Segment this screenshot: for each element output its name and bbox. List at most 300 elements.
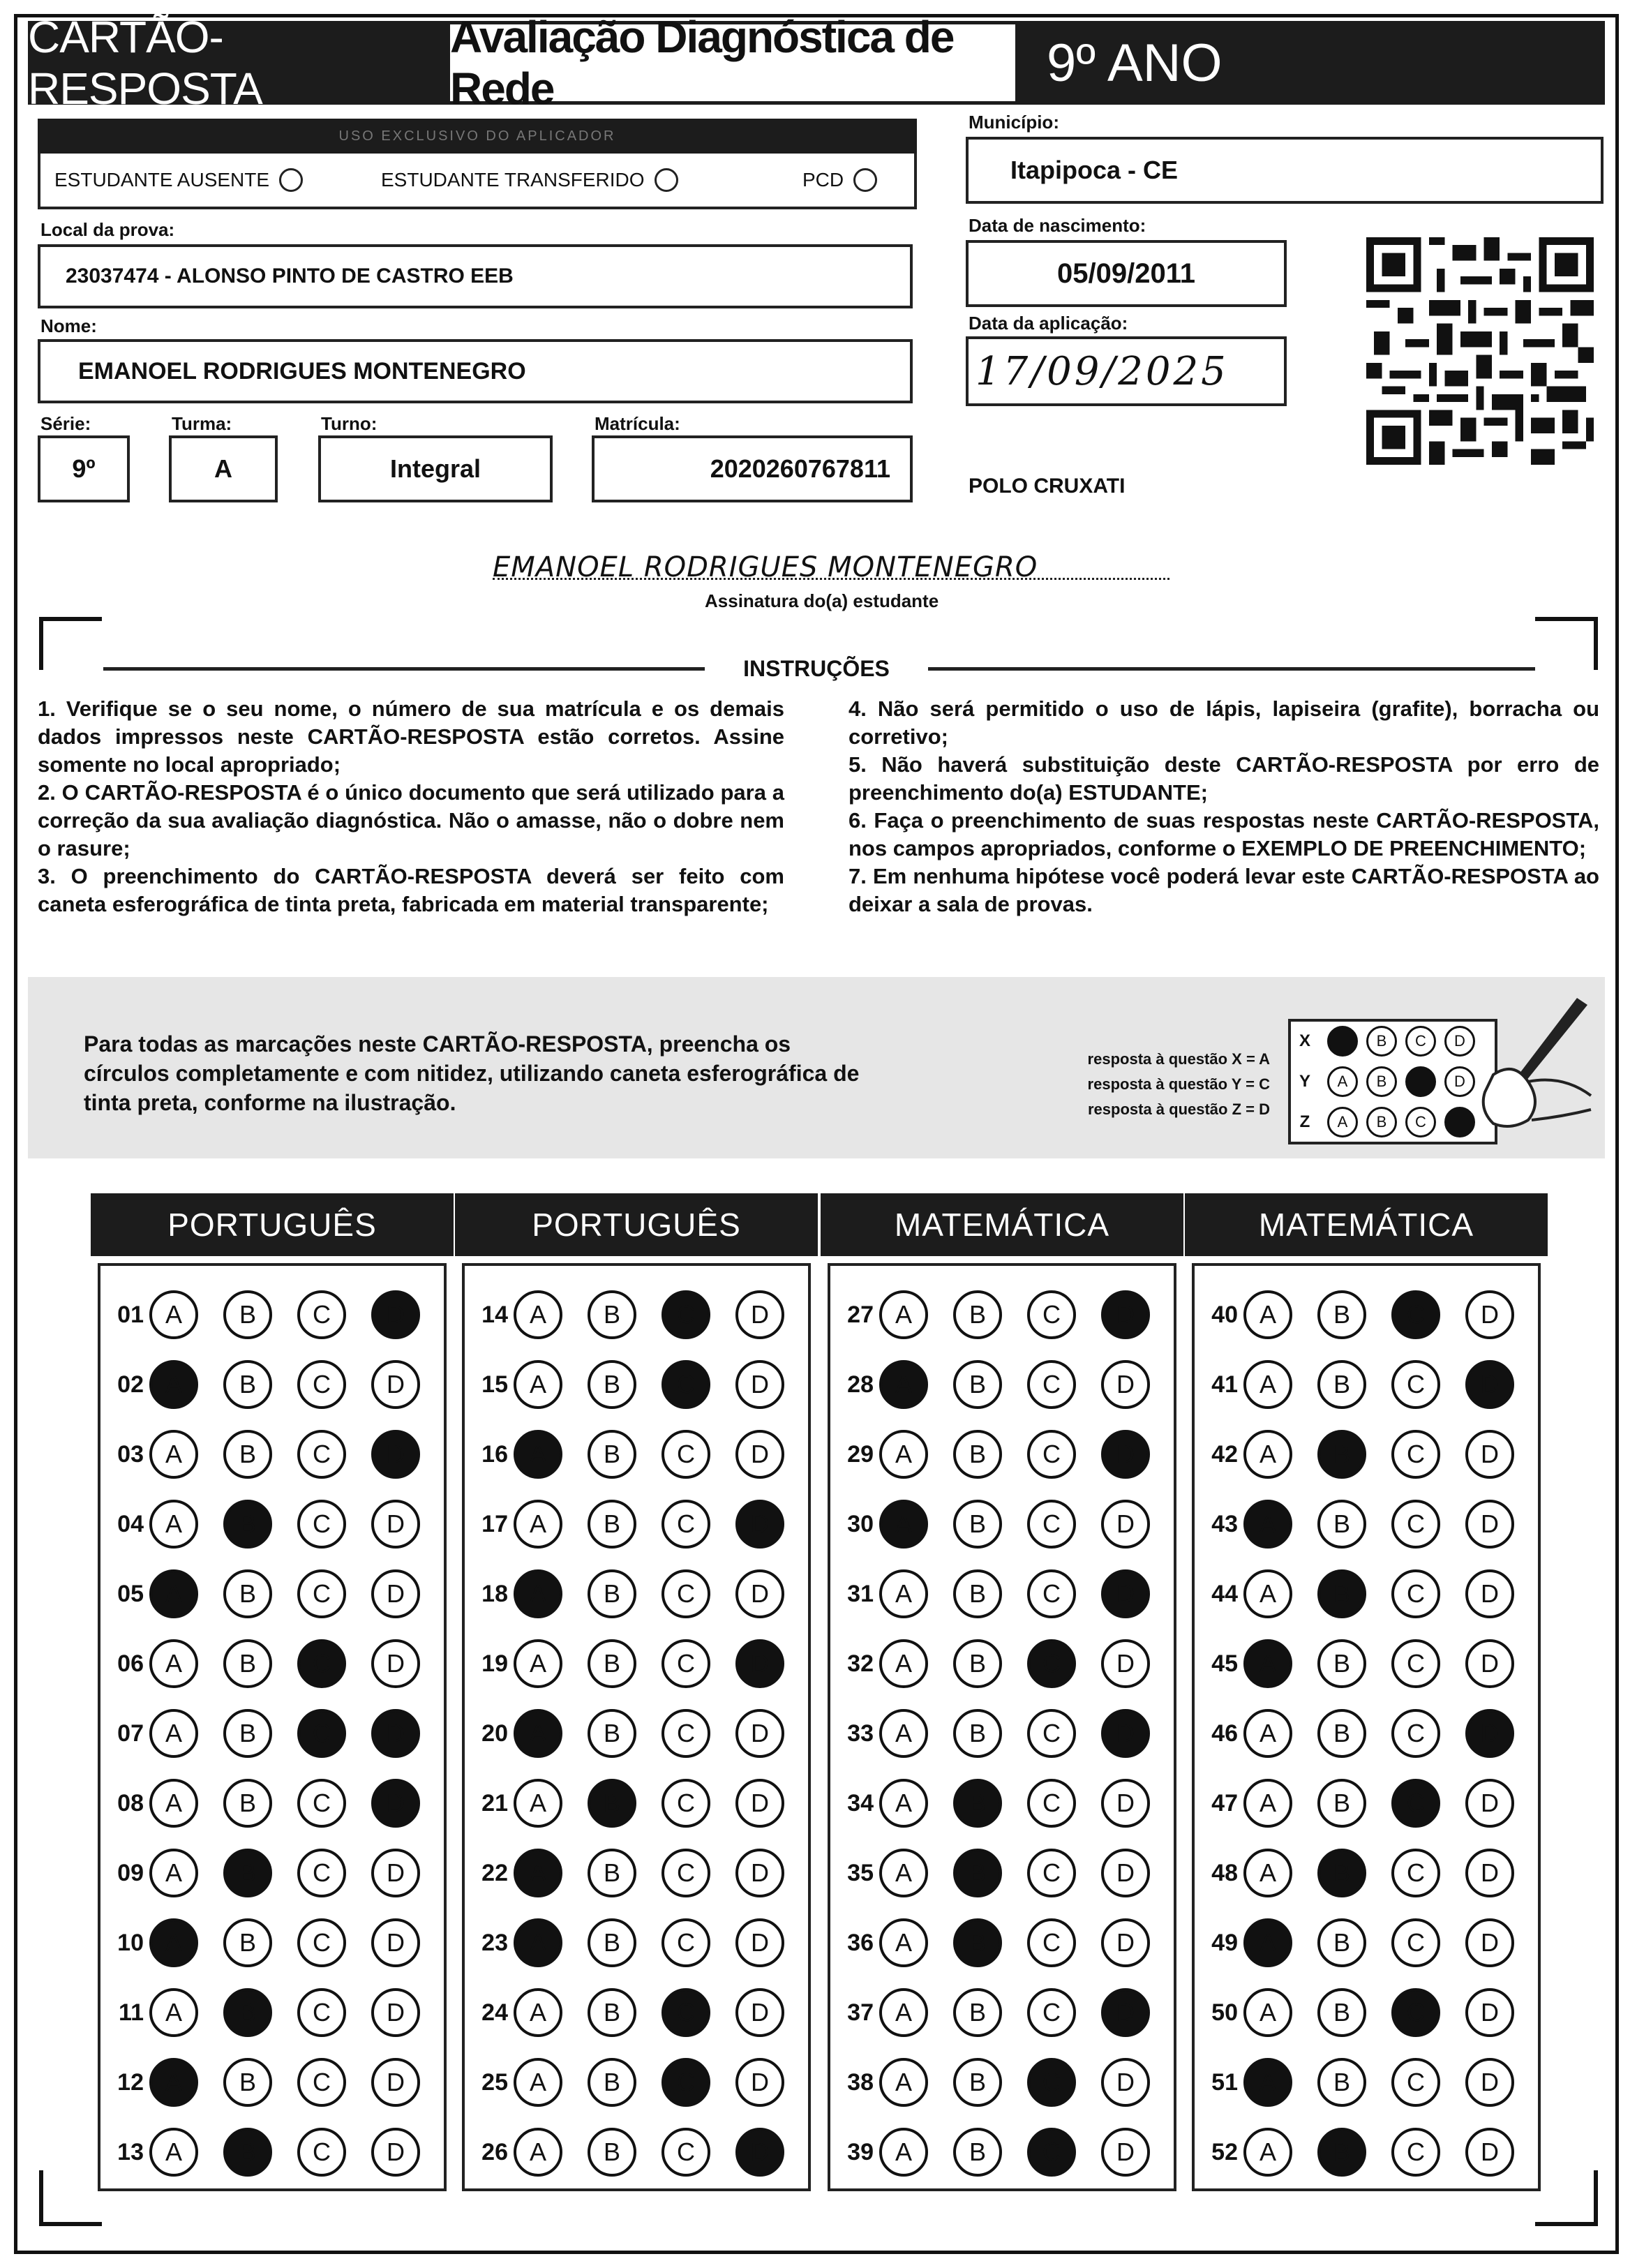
answer-bubble[interactable]: B xyxy=(588,2128,636,2177)
answer-bubble[interactable]: C xyxy=(297,2128,346,2177)
answer-bubble[interactable]: B xyxy=(223,1779,272,1828)
question-number: 10 xyxy=(117,1929,144,1956)
answer-bubble[interactable]: D xyxy=(735,1430,784,1479)
answer-bubble[interactable]: D xyxy=(1101,1639,1150,1688)
question-row xyxy=(1195,1357,1514,1412)
answer-bubble[interactable]: C xyxy=(1027,1569,1076,1618)
answer-bubble[interactable]: D xyxy=(1101,1290,1150,1339)
answer-bubble[interactable]: D xyxy=(371,1918,420,1967)
example-row-label: Y xyxy=(1299,1072,1310,1091)
answer-bubble[interactable]: D xyxy=(735,1639,784,1688)
answer-bubble[interactable]: D xyxy=(371,1500,420,1549)
question-row xyxy=(1195,2124,1514,2180)
answer-bubble[interactable]: C xyxy=(297,1639,346,1688)
instructions-title: INSTRUÇÕES xyxy=(743,656,890,681)
answer-bubble[interactable]: D xyxy=(371,1849,420,1897)
question-row xyxy=(100,1915,420,1971)
answer-bubble[interactable]: C xyxy=(661,1360,710,1409)
instruction-4: 4. Não será permitido o uso de lápis, lapiseira (grafite), borracha ou corretivo; xyxy=(849,696,1599,749)
answer-bubble[interactable]: C xyxy=(297,1430,346,1479)
answer-bubble[interactable]: B xyxy=(223,1430,272,1479)
answer-bubble[interactable]: D xyxy=(1465,1988,1514,2037)
answer-bubble[interactable]: D xyxy=(735,1500,784,1549)
answer-bubble[interactable]: A xyxy=(1243,1360,1292,1409)
answer-bubble[interactable]: D xyxy=(371,1360,420,1409)
question-number: 08 xyxy=(117,1789,144,1816)
absent-option[interactable] xyxy=(54,168,303,192)
answer-bubble[interactable]: D xyxy=(1465,1290,1514,1339)
answer-bubble[interactable]: C xyxy=(661,1569,710,1618)
answer-bubble[interactable]: B xyxy=(588,2058,636,2107)
answer-bubble[interactable]: A xyxy=(1243,1430,1292,1479)
answer-bubble[interactable]: D xyxy=(371,1709,420,1758)
corner-mark-top-left xyxy=(39,617,102,670)
answer-bubble[interactable]: B xyxy=(223,2058,272,2107)
answer-bubble[interactable]: B xyxy=(953,1500,1002,1549)
answer-bubble[interactable]: A xyxy=(514,1988,562,2037)
answer-bubble[interactable]: A xyxy=(879,1709,928,1758)
answer-bubble[interactable]: A xyxy=(1243,1709,1292,1758)
answer-bubble[interactable]: A xyxy=(879,1849,928,1897)
example-grid xyxy=(1288,1019,1497,1144)
answer-bubble[interactable]: A xyxy=(1243,1569,1292,1618)
answer-bubble[interactable]: C xyxy=(1391,1988,1440,2037)
turma-field: A xyxy=(169,435,278,502)
answer-bubble[interactable]: A xyxy=(879,1988,928,2037)
answer-bubble[interactable]: D xyxy=(1101,1500,1150,1549)
answer-bubble[interactable]: D xyxy=(1465,1918,1514,1967)
answer-bubble[interactable]: B xyxy=(588,1430,636,1479)
answer-bubble[interactable]: D xyxy=(735,1988,784,2037)
answer-bubble[interactable]: D xyxy=(1101,1709,1150,1758)
birthdate-label: Data de nascimento: xyxy=(969,215,1146,236)
answer-bubble[interactable]: D xyxy=(735,1918,784,1967)
answer-bubble[interactable]: D xyxy=(1101,1988,1150,2037)
question-row xyxy=(100,1985,420,2041)
instruction-5: 5. Não haverá substituição deste CARTÃO-RESPOSTA por erro de preenchimento do(a) ESTUDANTE; xyxy=(849,752,1599,805)
applicator-only-bar: USO EXCLUSIVO DO APLICADOR xyxy=(38,119,917,154)
answer-bubble[interactable]: C xyxy=(1391,1290,1440,1339)
question-row xyxy=(465,1636,784,1692)
instruction-3: 3. O preenchimento do CARTÃO-RESPOSTA deverá ser feito com caneta esferográfica de tinta preta, fabricada em material transparente; xyxy=(38,864,784,916)
answer-bubble[interactable]: D xyxy=(371,1988,420,2037)
answer-bubble[interactable]: A xyxy=(879,1918,928,1967)
answer-bubble[interactable]: B xyxy=(953,2128,1002,2177)
answer-bubble[interactable]: C xyxy=(661,1290,710,1339)
answer-bubble[interactable]: C xyxy=(1027,1988,1076,2037)
answer-bubble[interactable]: B xyxy=(953,1779,1002,1828)
serie-label: Série: xyxy=(40,413,91,434)
answer-bubble[interactable]: C xyxy=(1027,1430,1076,1479)
answer-bubble[interactable]: A xyxy=(149,1360,198,1409)
answer-bubble[interactable]: A xyxy=(514,1918,562,1967)
question-number: 44 xyxy=(1211,1580,1238,1607)
answer-bubble[interactable]: C xyxy=(1027,1779,1076,1828)
answer-bubble[interactable]: B xyxy=(1317,1918,1366,1967)
answer-bubble[interactable]: D xyxy=(1101,1360,1150,1409)
answer-bubble[interactable]: C xyxy=(1391,1779,1440,1828)
question-row xyxy=(830,1287,1150,1343)
answer-bubble[interactable]: C xyxy=(297,1360,346,1409)
answer-bubble[interactable]: B xyxy=(1317,1709,1366,1758)
hand-pen-icon xyxy=(1472,991,1598,1131)
answer-bubble[interactable]: D xyxy=(735,2058,784,2107)
answer-bubble[interactable]: C xyxy=(1027,1639,1076,1688)
answer-bubble[interactable]: A xyxy=(1243,1290,1292,1339)
answer-bubble[interactable]: D xyxy=(1101,1779,1150,1828)
municipio-field: Itapipoca - CE xyxy=(966,137,1604,204)
answer-bubble[interactable]: B xyxy=(953,1988,1002,2037)
answer-bubble[interactable]: C xyxy=(297,1918,346,1967)
answer-bubble[interactable]: A xyxy=(879,1360,928,1409)
answer-bubble[interactable]: C xyxy=(661,1988,710,2037)
answer-bubble[interactable]: C xyxy=(1027,1849,1076,1897)
answer-bubble[interactable]: D xyxy=(735,1709,784,1758)
answer-bubble[interactable]: A xyxy=(514,1709,562,1758)
answer-bubble[interactable]: A xyxy=(514,1290,562,1339)
answer-bubble[interactable]: B xyxy=(223,1709,272,1758)
name-field: EMANOEL RODRIGUES MONTENEGRO xyxy=(38,339,913,403)
answer-bubble[interactable]: B xyxy=(588,1988,636,2037)
answer-bubble[interactable]: C xyxy=(297,1849,346,1897)
answer-bubble[interactable]: D xyxy=(371,2058,420,2107)
answer-bubble[interactable]: C xyxy=(1027,1360,1076,1409)
answer-bubble[interactable]: B xyxy=(953,1569,1002,1618)
question-row xyxy=(1195,2054,1514,2110)
answer-bubble[interactable]: C xyxy=(297,1988,346,2037)
answer-bubble[interactable]: C xyxy=(1391,1360,1440,1409)
answer-bubble[interactable]: B xyxy=(953,1430,1002,1479)
answer-bubble[interactable]: B xyxy=(1317,1779,1366,1828)
answer-bubble[interactable]: A xyxy=(149,1500,198,1549)
answer-bubble[interactable]: C xyxy=(661,1918,710,1967)
answer-bubble[interactable]: B xyxy=(953,1639,1002,1688)
answer-bubble[interactable]: D xyxy=(1101,1430,1150,1479)
question-number: 46 xyxy=(1211,1719,1238,1747)
answer-bubble[interactable]: A xyxy=(514,1779,562,1828)
signature-handwriting: EMANOEL RODRIGUES MONTENEGRO xyxy=(493,551,1038,583)
local-field: 23037474 - ALONSO PINTO DE CASTRO EEB xyxy=(38,244,913,308)
answer-panel xyxy=(828,1263,1176,2191)
answer-bubble[interactable]: D xyxy=(371,1430,420,1479)
example-bubble: B xyxy=(1366,1066,1397,1097)
answer-bubble[interactable]: C xyxy=(297,1290,346,1339)
card-title: CARTÃO-RESPOSTA xyxy=(28,21,447,105)
answer-bubble[interactable]: C xyxy=(297,1500,346,1549)
answer-bubble[interactable]: C xyxy=(1027,1500,1076,1549)
answer-bubble[interactable]: A xyxy=(149,2128,198,2177)
question-row xyxy=(465,1985,784,2041)
corner-mark-bottom-left xyxy=(39,2170,102,2226)
answer-bubble[interactable]: C xyxy=(661,1500,710,1549)
answer-bubble[interactable]: D xyxy=(1465,1360,1514,1409)
answer-bubble[interactable]: C xyxy=(1391,1918,1440,1967)
answer-bubble[interactable]: A xyxy=(149,1849,198,1897)
answer-bubble[interactable]: B xyxy=(588,1569,636,1618)
answer-bubble[interactable]: A xyxy=(1243,1779,1292,1828)
question-row xyxy=(1195,1496,1514,1552)
answer-bubble[interactable]: B xyxy=(223,2128,272,2177)
answer-bubble[interactable]: B xyxy=(588,1709,636,1758)
answer-bubble[interactable]: C xyxy=(661,1849,710,1897)
question-row xyxy=(100,1845,420,1901)
answer-bubble[interactable]: C xyxy=(1391,2058,1440,2107)
corner-mark-bottom-right xyxy=(1535,2170,1598,2226)
birthdate-field: 05/09/2011 xyxy=(966,240,1287,307)
answer-bubble[interactable]: A xyxy=(879,1639,928,1688)
question-number: 36 xyxy=(847,1929,874,1956)
question-row xyxy=(100,1426,420,1482)
answer-bubble[interactable]: A xyxy=(514,1430,562,1479)
answer-bubble[interactable]: B xyxy=(223,1500,272,1549)
answer-bubble[interactable]: B xyxy=(1317,1290,1366,1339)
answer-bubble[interactable]: B xyxy=(223,1360,272,1409)
question-number: 25 xyxy=(481,2068,508,2096)
local-label: Local da prova: xyxy=(40,219,175,240)
pcd-option[interactable] xyxy=(802,168,877,192)
answer-bubble[interactable]: C xyxy=(661,2058,710,2107)
answer-bubble[interactable]: A xyxy=(879,1290,928,1339)
answer-bubble[interactable]: D xyxy=(1101,2128,1150,2177)
question-number: 30 xyxy=(847,1510,874,1537)
answer-bubble[interactable]: A xyxy=(879,1500,928,1549)
answer-bubble[interactable]: C xyxy=(661,1430,710,1479)
answer-bubble[interactable]: C xyxy=(1027,2128,1076,2177)
answer-bubble[interactable]: B xyxy=(1317,1569,1366,1618)
turma-label: Turma: xyxy=(172,413,232,434)
answer-bubble[interactable]: A xyxy=(1243,2058,1292,2107)
question-number: 38 xyxy=(847,2068,874,2096)
answer-bubble[interactable]: A xyxy=(149,1918,198,1967)
answer-bubble[interactable]: D xyxy=(735,1779,784,1828)
question-row xyxy=(100,2054,420,2110)
question-row xyxy=(830,2124,1150,2180)
answer-bubble[interactable]: B xyxy=(953,1360,1002,1409)
question-number: 43 xyxy=(1211,1510,1238,1537)
answer-bubble[interactable]: D xyxy=(371,1779,420,1828)
answer-bubble[interactable]: B xyxy=(1317,1430,1366,1479)
question-number: 52 xyxy=(1211,2138,1238,2165)
answer-bubble[interactable]: C xyxy=(297,2058,346,2107)
instructions-rule-right xyxy=(928,667,1535,671)
answer-bubble[interactable]: B xyxy=(223,1569,272,1618)
answer-bubble[interactable]: D xyxy=(1101,2058,1150,2107)
answer-bubble[interactable]: D xyxy=(1465,1709,1514,1758)
question-number: 29 xyxy=(847,1440,874,1468)
answer-bubble[interactable]: B xyxy=(1317,1988,1366,2037)
question-number: 04 xyxy=(117,1510,144,1537)
answer-bubble[interactable]: A xyxy=(149,1988,198,2037)
answer-bubble[interactable]: D xyxy=(371,1290,420,1339)
answer-bubble[interactable]: D xyxy=(1465,1569,1514,1618)
answer-bubble[interactable]: A xyxy=(879,2058,928,2107)
answer-bubble[interactable]: C xyxy=(1027,1918,1076,1967)
answer-bubble[interactable]: A xyxy=(514,1500,562,1549)
answer-bubble[interactable]: B xyxy=(953,1709,1002,1758)
question-number: 01 xyxy=(117,1301,144,1328)
pcd-bubble[interactable] xyxy=(853,168,877,192)
signature-label: Assinatura do(a) estudante xyxy=(705,590,939,611)
question-row xyxy=(830,1426,1150,1482)
answer-bubble[interactable]: A xyxy=(879,1569,928,1618)
answer-bubble[interactable]: A xyxy=(879,1430,928,1479)
answer-bubble[interactable]: D xyxy=(735,1569,784,1618)
answer-bubble[interactable]: A xyxy=(149,2058,198,2107)
answer-bubble[interactable]: A xyxy=(514,2058,562,2107)
answer-bubble[interactable]: B xyxy=(1317,1639,1366,1688)
question-row xyxy=(830,1985,1150,2041)
transferred-option[interactable] xyxy=(381,168,678,192)
answer-bubble[interactable]: D xyxy=(1465,1779,1514,1828)
answer-bubble[interactable]: C xyxy=(1391,1709,1440,1758)
answer-bubble[interactable]: D xyxy=(735,1849,784,1897)
application-date-label: Data da aplicação: xyxy=(969,313,1128,334)
answer-bubble[interactable]: C xyxy=(297,1569,346,1618)
example-bubble xyxy=(1405,1066,1436,1097)
transferred-bubble[interactable] xyxy=(655,168,678,192)
corner-mark-top-right xyxy=(1535,617,1598,670)
answer-bubble[interactable]: B xyxy=(223,1639,272,1688)
answer-bubble[interactable]: C xyxy=(297,1709,346,1758)
answer-bubble[interactable]: C xyxy=(297,1779,346,1828)
answer-bubble[interactable]: B xyxy=(1317,2058,1366,2107)
answer-bubble[interactable]: B xyxy=(588,1918,636,1967)
answer-bubble[interactable]: C xyxy=(1391,1849,1440,1897)
answer-bubble[interactable]: A xyxy=(1243,2128,1292,2177)
answer-bubble[interactable]: A xyxy=(149,1430,198,1479)
question-row xyxy=(1195,1775,1514,1831)
answer-bubble[interactable]: B xyxy=(953,1918,1002,1967)
answer-bubble[interactable]: A xyxy=(879,1779,928,1828)
answer-bubble[interactable]: C xyxy=(1391,1430,1440,1479)
example-bubble: D xyxy=(1444,1026,1475,1057)
example-row-label: Z xyxy=(1299,1112,1310,1131)
question-row xyxy=(100,1775,420,1831)
answer-bubble[interactable]: D xyxy=(371,2128,420,2177)
question-number: 05 xyxy=(117,1580,144,1607)
answer-bubble[interactable]: A xyxy=(1243,1988,1292,2037)
answer-bubble[interactable]: B xyxy=(1317,1500,1366,1549)
example-bubble xyxy=(1327,1026,1358,1057)
answer-bubble[interactable]: B xyxy=(223,1849,272,1897)
answer-bubble[interactable]: D xyxy=(1101,1849,1150,1897)
answer-bubble[interactable]: D xyxy=(1465,1639,1514,1688)
grade-label: 9º ANO xyxy=(1019,21,1605,105)
answer-bubble[interactable]: B xyxy=(953,1849,1002,1897)
answer-bubble[interactable]: D xyxy=(1101,1569,1150,1618)
answer-bubble[interactable]: D xyxy=(1101,1918,1150,1967)
answer-bubble[interactable]: D xyxy=(735,2128,784,2177)
answer-bubble[interactable]: C xyxy=(661,1639,710,1688)
answer-bubble[interactable]: C xyxy=(1391,1500,1440,1549)
question-number: 34 xyxy=(847,1789,874,1816)
answer-bubble[interactable]: D xyxy=(735,1290,784,1339)
example-bubble xyxy=(1444,1107,1475,1137)
answer-bubble[interactable]: C xyxy=(1391,2128,1440,2177)
question-row xyxy=(465,1706,784,1761)
answer-bubble[interactable]: D xyxy=(371,1569,420,1618)
example-row xyxy=(1291,1103,1475,1142)
answer-bubble[interactable]: B xyxy=(588,1290,636,1339)
answer-bubble[interactable]: A xyxy=(1243,1639,1292,1688)
question-row xyxy=(100,1287,420,1343)
answer-bubble[interactable]: C xyxy=(1391,1639,1440,1688)
question-row xyxy=(830,1845,1150,1901)
answer-bubble[interactable]: B xyxy=(1317,2128,1366,2177)
answer-bubble[interactable]: B xyxy=(223,1988,272,2037)
answer-bubble[interactable]: D xyxy=(1465,2058,1514,2107)
turno-label: Turno: xyxy=(321,413,378,434)
answer-bubble[interactable]: B xyxy=(1317,1360,1366,1409)
answer-bubble[interactable]: B xyxy=(588,1639,636,1688)
answer-bubble[interactable]: B xyxy=(588,1849,636,1897)
answer-bubble[interactable]: B xyxy=(588,1500,636,1549)
question-number: 09 xyxy=(117,1859,144,1886)
question-number: 32 xyxy=(847,1650,874,1677)
answer-bubble[interactable]: D xyxy=(1465,2128,1514,2177)
answer-bubble[interactable]: A xyxy=(149,1290,198,1339)
answer-bubble[interactable]: D xyxy=(735,1360,784,1409)
name-label: Nome: xyxy=(40,315,97,336)
answer-bubble[interactable]: C xyxy=(1027,1709,1076,1758)
answer-bubble[interactable]: C xyxy=(661,2128,710,2177)
question-number: 51 xyxy=(1211,2068,1238,2096)
answer-bubble[interactable]: B xyxy=(223,1290,272,1339)
answer-bubble[interactable]: D xyxy=(371,1639,420,1688)
exam-title: Avaliação Diagnóstica de Rede xyxy=(447,21,1019,105)
answer-bubble[interactable]: A xyxy=(149,1569,198,1618)
answer-bubble[interactable]: D xyxy=(1465,1430,1514,1479)
answer-bubble[interactable]: A xyxy=(879,2128,928,2177)
answer-bubble[interactable]: C xyxy=(1391,1569,1440,1618)
absent-bubble[interactable] xyxy=(279,168,303,192)
example-row xyxy=(1291,1022,1475,1061)
answer-bubble[interactable]: B xyxy=(953,2058,1002,2107)
answer-bubble[interactable]: A xyxy=(1243,1918,1292,1967)
answer-bubble[interactable]: B xyxy=(1317,1849,1366,1897)
question-number: 45 xyxy=(1211,1650,1238,1677)
answer-bubble[interactable]: D xyxy=(1465,1849,1514,1897)
answer-bubble[interactable]: A xyxy=(1243,1500,1292,1549)
answer-bubble[interactable]: A xyxy=(514,1639,562,1688)
question-number: 50 xyxy=(1211,1999,1238,2026)
answer-bubble[interactable]: B xyxy=(588,1779,636,1828)
answer-bubble[interactable]: A xyxy=(1243,1849,1292,1897)
question-row xyxy=(830,1636,1150,1692)
question-row xyxy=(465,1287,784,1343)
answer-bubble[interactable]: C xyxy=(661,1709,710,1758)
answer-bubble[interactable]: A xyxy=(149,1779,198,1828)
answer-bubble[interactable]: B xyxy=(588,1360,636,1409)
answer-bubble[interactable]: C xyxy=(661,1779,710,1828)
answer-bubble[interactable]: A xyxy=(149,1639,198,1688)
answer-bubble[interactable]: A xyxy=(514,2128,562,2177)
answer-bubble[interactable]: A xyxy=(149,1709,198,1758)
municipio-label: Município: xyxy=(969,112,1059,133)
answer-bubble[interactable]: A xyxy=(514,1569,562,1618)
answer-bubble[interactable]: C xyxy=(1027,2058,1076,2107)
answer-bubble[interactable]: A xyxy=(514,1849,562,1897)
answer-bubble[interactable]: D xyxy=(1465,1500,1514,1549)
answer-bubble[interactable]: C xyxy=(1027,1290,1076,1339)
question-row xyxy=(830,1775,1150,1831)
question-number: 41 xyxy=(1211,1371,1238,1398)
answer-bubble[interactable]: A xyxy=(514,1360,562,1409)
question-number: 21 xyxy=(481,1789,508,1816)
answer-bubble[interactable]: B xyxy=(953,1290,1002,1339)
answer-bubble[interactable]: B xyxy=(223,1918,272,1967)
instruction-2: 2. O CARTÃO-RESPOSTA é o único documento que será utilizado para a correção da sua avaliação diagnóstica. Não o amasse, não o dobre nem o rasure; xyxy=(38,780,784,860)
